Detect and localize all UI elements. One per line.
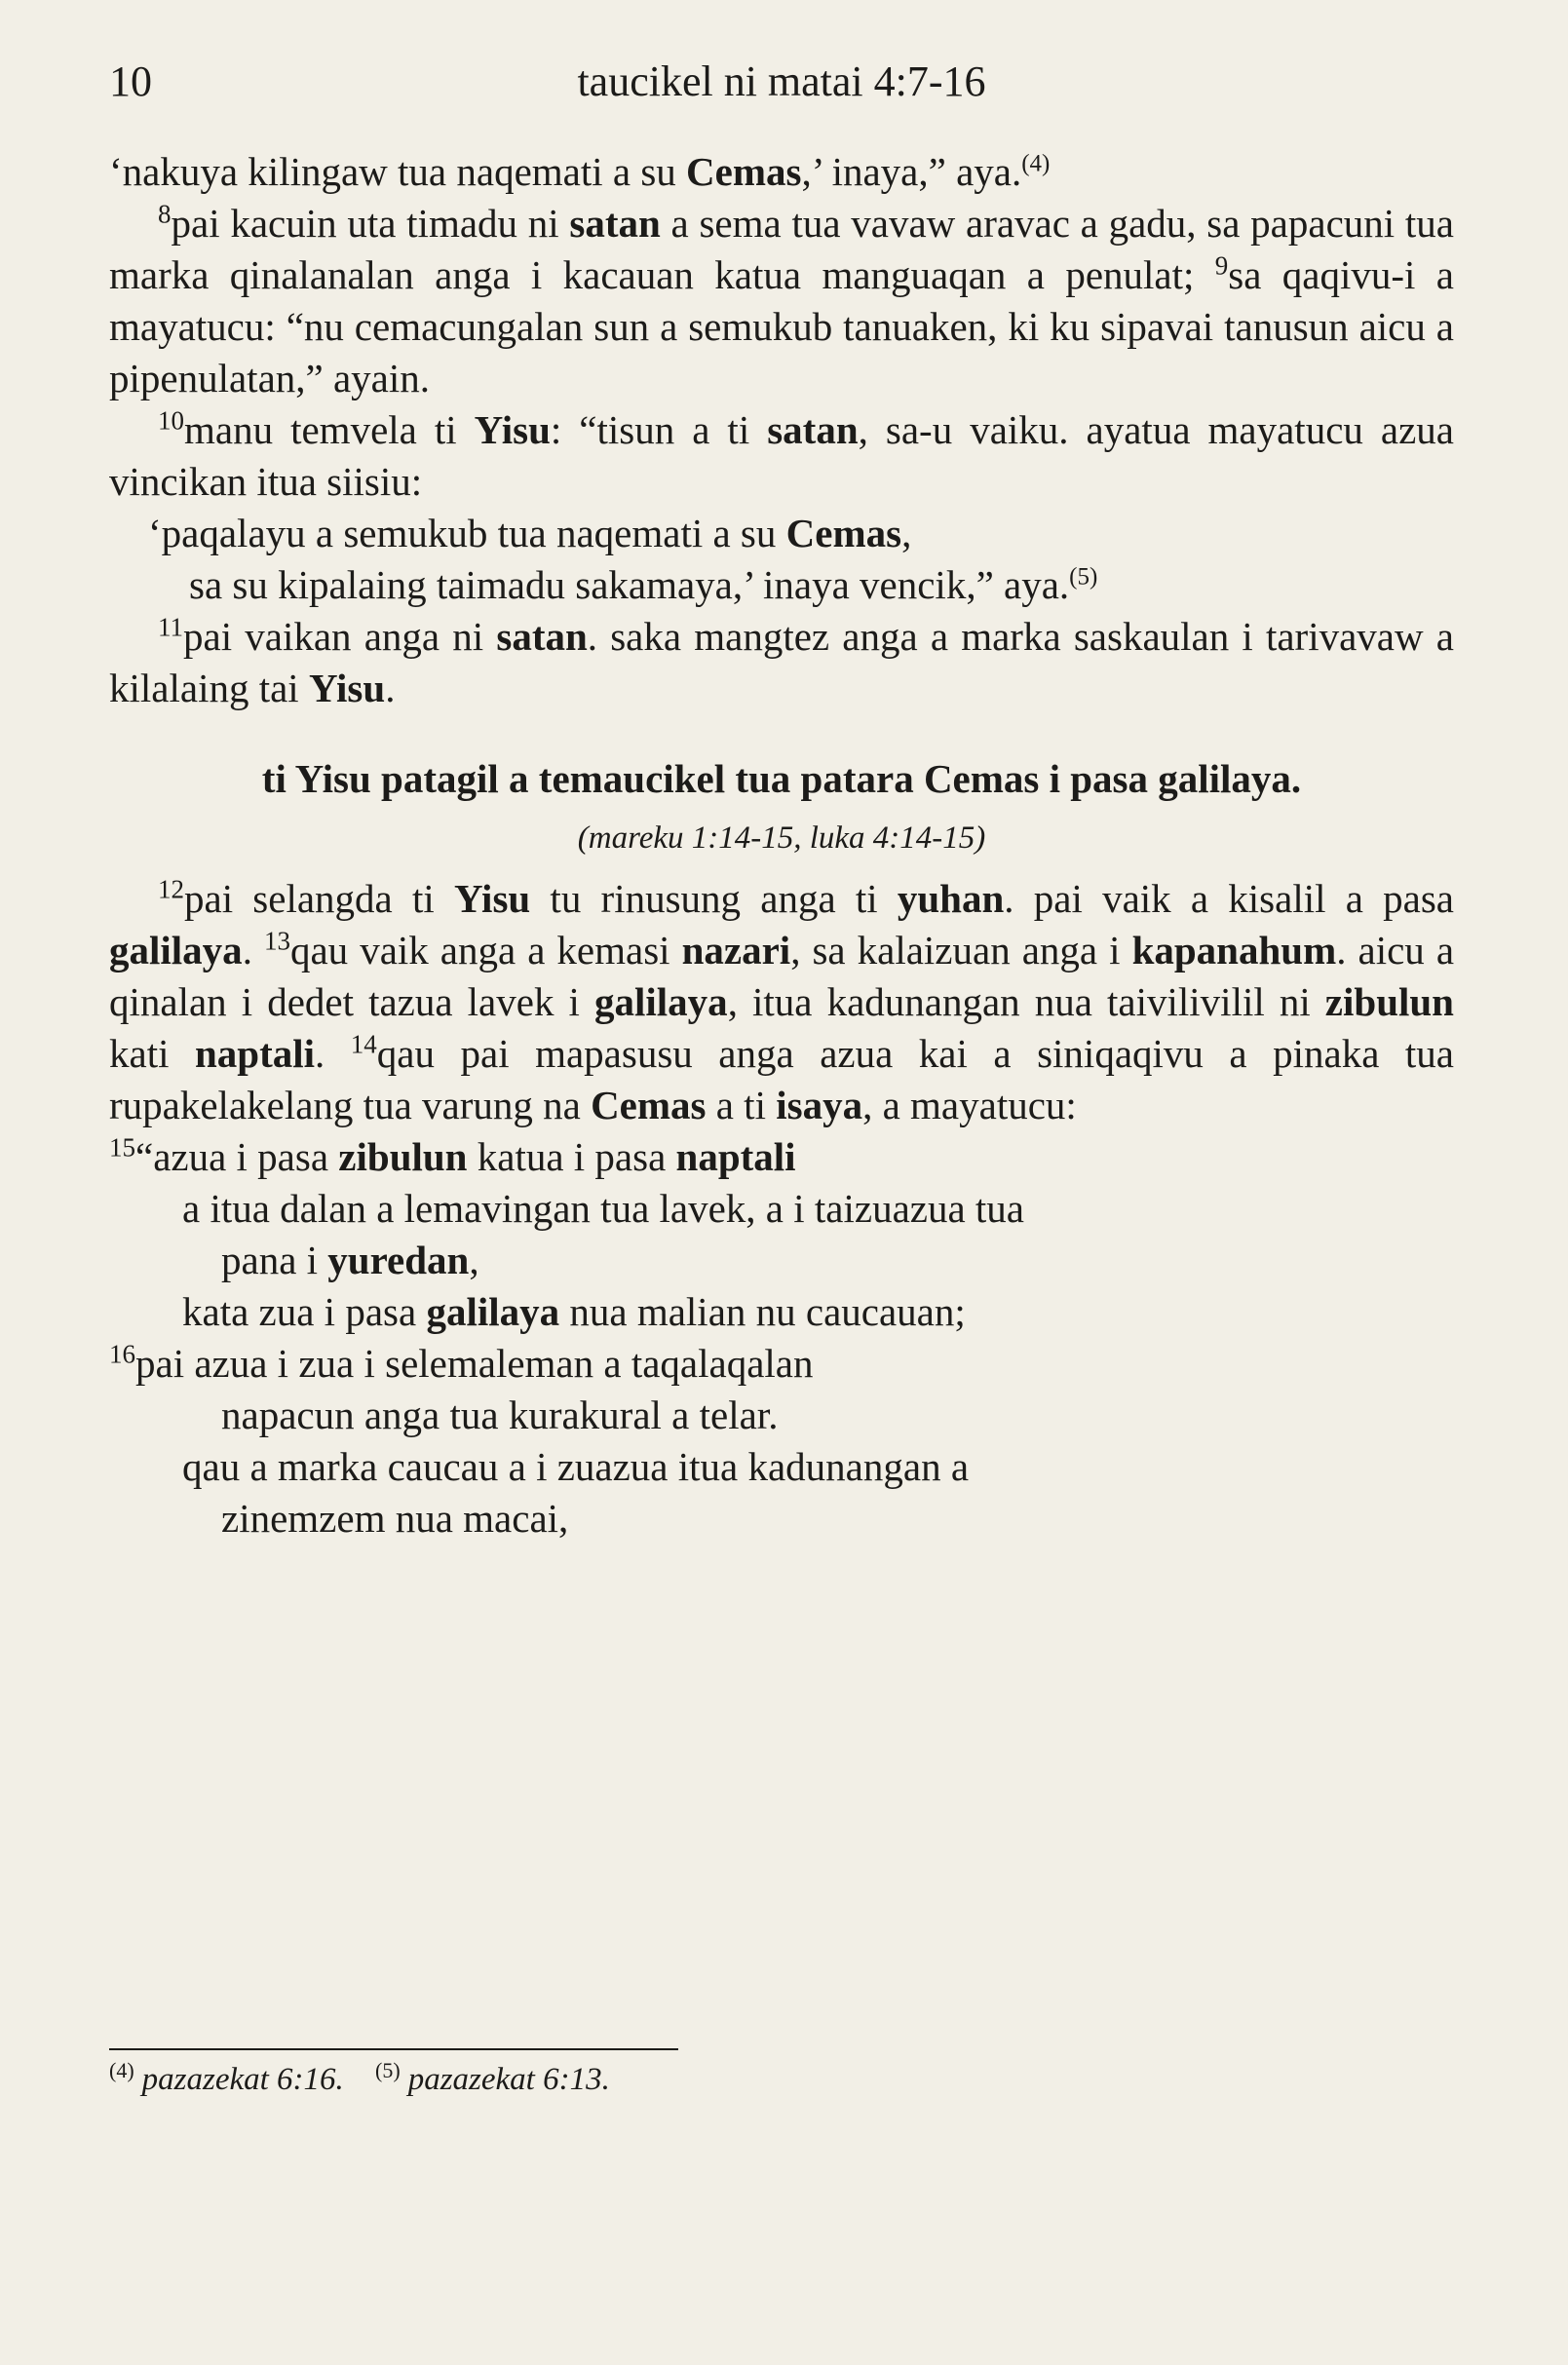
page-number: 10 (109, 57, 152, 105)
verse-number: 9 (1214, 250, 1229, 281)
verse-number: 8 (158, 199, 172, 229)
footnote-divider (109, 2048, 678, 2050)
cross-reference: (mareku 1:14-15, luka 4:14-15) (577, 820, 986, 856)
poem-line: kata zua i pasa galilaya nua malian nu caucauan; (182, 1289, 966, 1334)
verse-number: 14 (350, 1029, 377, 1059)
running-head: taucikel ni matai 4:7-16 (577, 57, 986, 105)
verse-number: 15 (109, 1132, 135, 1163)
verse-number: 16 (109, 1339, 135, 1369)
footnote-ref: (4) (1021, 150, 1051, 177)
poem-line: zinemzem nua macai, (221, 1496, 569, 1541)
poem-line: $^{16}$pai azua i zua i selemaleman a taqalaqalan (109, 1339, 814, 1386)
verse-number: 11 (158, 612, 183, 642)
poem-line: napacun anga tua kurakural a telar. (221, 1392, 779, 1437)
footnotes (109, 2058, 1454, 2101)
paragraph: $^{10}$manu temvela ti Yisu: “tisun a ti satan, sa-u vaiku. ayatua mayatucu azua vincikan itua siisiu: (109, 405, 1454, 504)
paragraph: $^8$pai kacuin uta timadu ni satan a sema tua vavaw aravac a gadu, sa papacuni tua marka qinalanalan anga i kacauan katua manguaqan a penulat; $^9$sa qaqivu-i a mayatucu: “nu cemacungalan sun a semukub tanuaken, ki ku sipavai tanusun aicu a pipenulatan,” ayain. (109, 199, 1454, 401)
verse-number: 12 (158, 874, 184, 904)
poem-line: $^{15}$“azua i pasa zibulun katua i pasa naptali (109, 1132, 796, 1179)
footnote: $^{(5)}$ pazazekat 6:13. (375, 2058, 610, 2097)
paragraph: $^{11}$pai vaikan anga ni satan. saka mangtez anga a marka saskaulan i tarivavaw a kilalaing tai Yisu. (109, 612, 1454, 710)
verse-number: 10 (158, 405, 184, 436)
paragraph: ‘nakuya kilingaw tua naqemati a su Cemas,’ inaya,” aya.$^{(4)}$ (109, 149, 1051, 194)
verse-number: 13 (263, 926, 290, 956)
poem-line: qau a marka caucau a i zuazua itua kadunangan a (182, 1444, 970, 1489)
paragraph: $^{12}$pai selangda ti Yisu tu rinusung anga ti yuhan. pai vaik a kisalil a pasa galilaya. $^{13}$qau vaik anga a kemasi nazari, sa kalaizuan anga i kapanahum. aicu a qinalan i dedet tazua lavek i galilaya, itua kadunangan nua taivilivilil ni zibulun kati naptali. $^{14}$qau pai mapasusu anga azua kai a siniqaqivu a pinaka tua rupakelakelang tua varung na Cemas a ti isaya, a mayatucu: (109, 874, 1455, 1127)
poetry-block (109, 1131, 1454, 1545)
section-heading: ti Yisu patagil a temaucikel tua patara Cemas i pasa galilaya. (261, 756, 1302, 801)
poem-line: pana i yuredan, (221, 1238, 479, 1282)
footnote-ref: (5) (1069, 563, 1098, 591)
poem-line: a itua dalan a lemavingan tua lavek, a i taizuazua tua (182, 1186, 1025, 1231)
footnote: $^{(4)}$ pazazekat 6:16. (109, 2058, 344, 2097)
quote-line: sa su kipalaing taimadu sakamaya,’ inaya vencik,” aya.$^{(5)}$ (189, 562, 1098, 607)
quote-line: ‘paqalayu a semukub tua naqemati a su Cemas, (148, 511, 912, 555)
body-text (109, 146, 1454, 1545)
page-header (109, 57, 1454, 125)
